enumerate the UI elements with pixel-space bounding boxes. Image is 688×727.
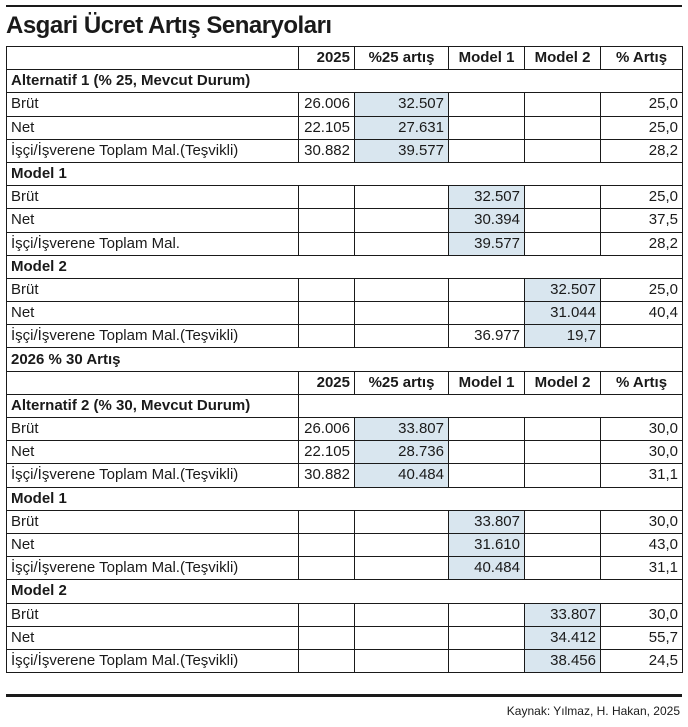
header-model-2: Model 2 — [525, 371, 601, 394]
value-percent: 31,1 — [601, 464, 683, 487]
row-label: Net — [7, 116, 299, 139]
value-increase: 33.807 — [355, 418, 449, 441]
header-2025: 2025 — [299, 371, 355, 394]
value-percent: 28,2 — [601, 232, 683, 255]
bottom-rule — [6, 694, 682, 697]
table-row — [7, 302, 683, 325]
alternative-1-title: Alternatif 1 (% 25, Mevcut Durum) — [7, 70, 683, 93]
value-percent: 30,0 — [601, 603, 683, 626]
row-label: İşçi/İşverene Toplam Mal. — [7, 232, 299, 255]
table-row — [7, 232, 683, 255]
page-title: Asgari Ücret Artış Senaryoları — [6, 12, 332, 39]
value-2025: 26.006 — [299, 93, 355, 116]
table-row — [7, 116, 683, 139]
value-model-1: 33.807 — [449, 510, 525, 533]
table-row — [7, 93, 683, 116]
header-increase: %25 artış — [355, 371, 449, 394]
header-2025: 2025 — [299, 47, 355, 70]
row-label: Net — [7, 209, 299, 232]
model-1-title: Model 1 — [7, 487, 683, 510]
table-header-row — [7, 371, 683, 394]
table-row — [7, 510, 683, 533]
row-label: İşçi/İşverene Toplam Mal.(Teşvikli) — [7, 649, 299, 672]
value-percent: 30,0 — [601, 510, 683, 533]
header-increase: %25 artış — [355, 47, 449, 70]
table-row — [7, 649, 683, 672]
section-row — [7, 70, 683, 93]
value-percent: 28,2 — [601, 139, 683, 162]
table-row — [7, 626, 683, 649]
table-row — [7, 139, 683, 162]
value-increase: 28.736 — [355, 441, 449, 464]
table-row — [7, 209, 683, 232]
row-label: İşçi/İşverene Toplam Mal.(Teşvikli) — [7, 464, 299, 487]
header-blank-cell — [7, 371, 299, 394]
section-row — [7, 255, 683, 278]
table-row — [7, 533, 683, 556]
value-percent: 40,4 — [601, 302, 683, 325]
value-2025: 22.105 — [299, 116, 355, 139]
value-2025: 22.105 — [299, 441, 355, 464]
value-model-2: 38.456 — [525, 649, 601, 672]
row-label: Brüt — [7, 510, 299, 533]
table-row — [7, 464, 683, 487]
value-percent: 25,0 — [601, 278, 683, 301]
section-row — [7, 162, 683, 185]
value-percent: 30,0 — [601, 441, 683, 464]
header-blank-cell — [7, 47, 299, 70]
value-model-1: 30.394 — [449, 209, 525, 232]
value-percent: 55,7 — [601, 626, 683, 649]
value-percent: 37,5 — [601, 209, 683, 232]
value-model-2: 32.507 — [525, 278, 601, 301]
row-label: Net — [7, 302, 299, 325]
value-percent: 25,0 — [601, 93, 683, 116]
table-row — [7, 603, 683, 626]
header-model-1: Model 1 — [449, 371, 525, 394]
header-model-2: Model 2 — [525, 47, 601, 70]
row-label: Brüt — [7, 278, 299, 301]
value-model-1: 40.484 — [449, 557, 525, 580]
table-row — [7, 441, 683, 464]
value-model-2: 19,7 — [525, 325, 601, 348]
table-row — [7, 186, 683, 209]
value-model-1: 39.577 — [449, 232, 525, 255]
value-model-2: 33.807 — [525, 603, 601, 626]
value-percent: 25,0 — [601, 186, 683, 209]
row-label: Brüt — [7, 93, 299, 116]
value-increase: 40.484 — [355, 464, 449, 487]
section-row — [7, 580, 683, 603]
section-row — [7, 348, 683, 371]
value-model-1: 31.610 — [449, 533, 525, 556]
value-model-2: 31.044 — [525, 302, 601, 325]
table-row — [7, 557, 683, 580]
value-2025: 30.882 — [299, 139, 355, 162]
value-percent: 31,1 — [601, 557, 683, 580]
scenario-table — [6, 46, 683, 673]
table-row — [7, 278, 683, 301]
value-2025: 30.882 — [299, 464, 355, 487]
value-increase: 27.631 — [355, 116, 449, 139]
alternative-2-title: Alternatif 2 (% 30, Mevcut Durum) — [7, 394, 299, 417]
row-label: Net — [7, 441, 299, 464]
value-percent: 25,0 — [601, 116, 683, 139]
value-2025: 26.006 — [299, 418, 355, 441]
value-increase: 39.577 — [355, 139, 449, 162]
row-label: İşçi/İşverene Toplam Mal.(Teşvikli) — [7, 325, 299, 348]
section-row — [7, 487, 683, 510]
value-percent: 43,0 — [601, 533, 683, 556]
model-1-title: Model 1 — [7, 162, 683, 185]
value-percent: 24,5 — [601, 649, 683, 672]
row-label: İşçi/İşverene Toplam Mal.(Teşvikli) — [7, 557, 299, 580]
table-row — [7, 325, 683, 348]
table-row — [7, 418, 683, 441]
row-label: Net — [7, 626, 299, 649]
row-label: İşçi/İşverene Toplam Mal.(Teşvikli) — [7, 139, 299, 162]
model-2-title: Model 2 — [7, 580, 683, 603]
section-row — [7, 394, 683, 417]
row-label: Brüt — [7, 186, 299, 209]
value-model-1: 32.507 — [449, 186, 525, 209]
value-model-2: 34.412 — [525, 626, 601, 649]
table-header-row — [7, 47, 683, 70]
value-increase: 32.507 — [355, 93, 449, 116]
model-2-title: Model 2 — [7, 255, 683, 278]
row-label: Brüt — [7, 418, 299, 441]
header-model-1: Model 1 — [449, 47, 525, 70]
source-credit: Kaynak: Yılmaz, H. Hakan, 2025 — [506, 704, 680, 718]
row-label: Brüt — [7, 603, 299, 626]
row-label: Net — [7, 533, 299, 556]
value-model-1: 36.977 — [449, 325, 525, 348]
section-2-title: 2026 % 30 Artış — [7, 348, 683, 371]
header-percent-increase: % Artış — [601, 371, 683, 394]
header-percent-increase: % Artış — [601, 47, 683, 70]
top-rule — [6, 5, 682, 7]
value-percent: 30,0 — [601, 418, 683, 441]
